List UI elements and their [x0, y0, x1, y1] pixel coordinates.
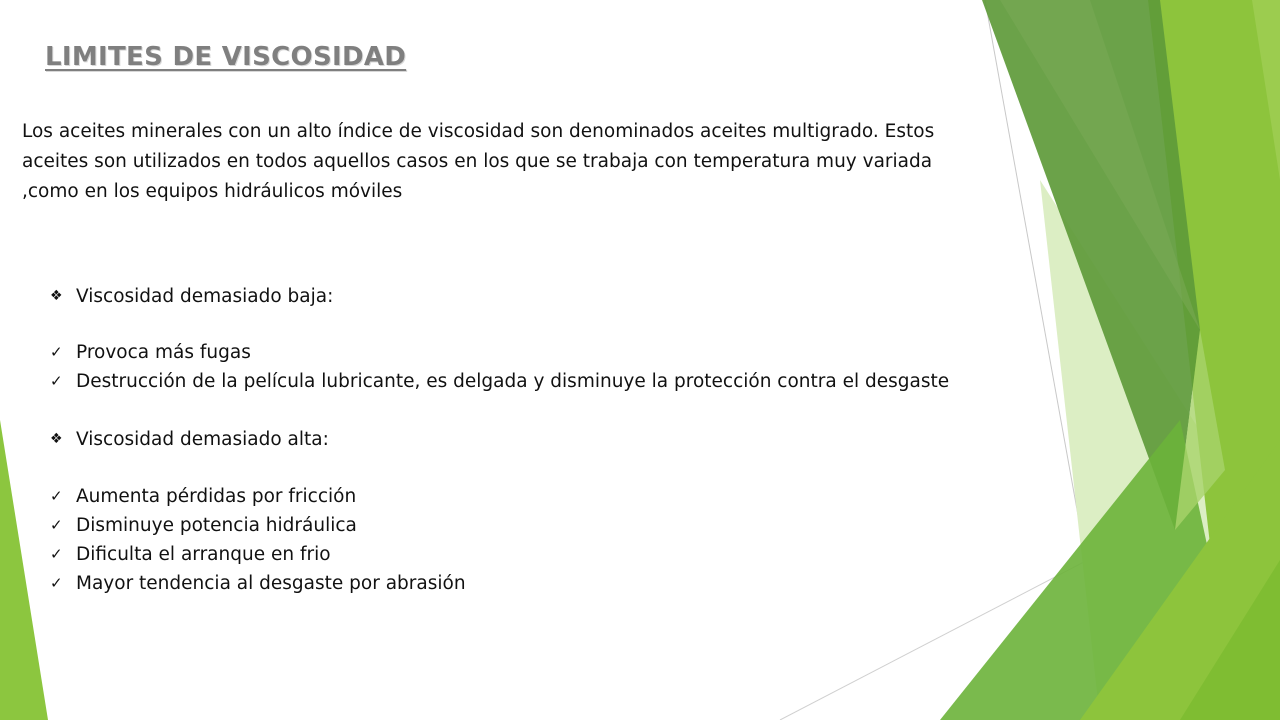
checkmark-icon: ✓: [50, 372, 63, 390]
checkmark-icon: ✓: [50, 545, 63, 563]
checkmark-icon: ✓: [50, 574, 63, 592]
intro-paragraph: Los aceites minerales con un alto índice de viscosidad son denominados aceites multigrado. Estos aceites son utilizados en todos aquellos casos en los que se trabaja con temperatura muy variada ,como en los equipos hidráulicos móviles: [22, 121, 935, 202]
list-item-label: Destrucción de la película lubricante, es delgada y disminuye la protección contra el desgaste: [76, 371, 950, 392]
list-item: [50, 338, 949, 367]
high-viscosity-items: [50, 482, 466, 598]
list-item: [50, 367, 949, 396]
section-heading-label: Viscosidad demasiado baja:: [76, 286, 334, 307]
checkmark-icon: ✓: [50, 516, 63, 534]
diamond-bullet-icon: ❖: [50, 288, 63, 304]
section-heading-label: Viscosidad demasiado alta:: [76, 429, 329, 450]
list-item: [50, 569, 466, 598]
list-item-label: Dificulta el arranque en frio: [76, 544, 331, 565]
low-viscosity-section: [50, 282, 333, 311]
list-item-label: Aumenta pérdidas por fricción: [76, 486, 357, 507]
low-viscosity-items: [50, 338, 949, 396]
list-item-label: Mayor tendencia al desgaste por abrasión: [76, 573, 466, 594]
checkmark-icon: ✓: [50, 487, 63, 505]
left-green-wedge: [0, 420, 48, 720]
list-item-label: Disminuye potencia hidráulica: [76, 515, 357, 536]
list-item: [50, 540, 466, 569]
section-heading-high: [50, 425, 329, 454]
high-viscosity-section: [50, 425, 329, 454]
page-title: LIMITES DE VISCOSIDAD: [45, 42, 407, 72]
section-heading-low: [50, 282, 333, 311]
checkmark-icon: ✓: [50, 343, 63, 361]
list-item: [50, 511, 466, 540]
list-item: [50, 482, 466, 511]
diamond-bullet-icon: ❖: [50, 431, 63, 447]
list-item-label: Provoca más fugas: [76, 342, 251, 363]
